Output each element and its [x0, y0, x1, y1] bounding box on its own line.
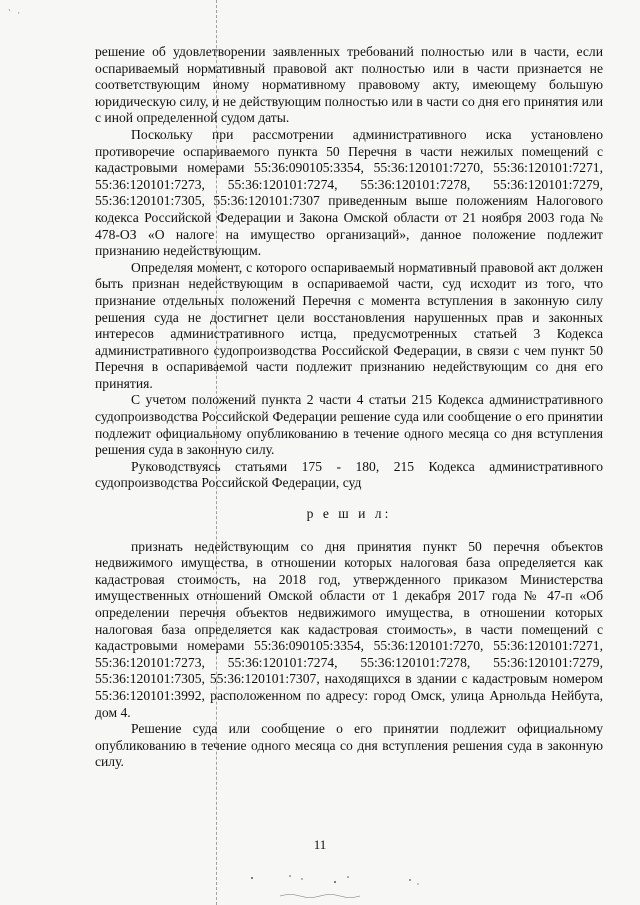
paragraph: Определяя момент, с которого оспариваемый нормативный правовой акт должен быть признан недействующим в оспариваемой части, суд исходит из того, что признание отдельных положений Перечня с момента вступления в законную силу решения суда не достигнет цели восстановления нарушенных прав и законных интересов административного истца, предусмотренных статьей 3 Кодекса административного судопроизводства Российской Федерации, в связи с чем пункт 50 Перечня в оспариваемой части подлежит признанию недействующим со дня его принятия.	[95, 259, 603, 391]
paragraph: С учетом положений пункта 2 части 4 статьи 215 Кодекса административного судопроизводства Российской Федерации решение суда или сообщение о его принятии подлежит официальному опубликованию в течение одного месяца со дня вступления решения суда в законную силу.	[95, 392, 603, 458]
scan-specks	[240, 870, 440, 900]
paragraph: Руководствуясь статьями 175 - 180, 215 Кодекса административного судопроизводства Российской Федерации, суд	[95, 458, 603, 491]
page-number: 11	[313, 837, 327, 852]
resolution-paragraph: Решение суда или сообщение о его принятии подлежит официальному опубликованию в течение одного месяца со дня вступления решения суда в законную силу.	[95, 721, 603, 770]
paragraph: Поскольку при рассмотрении административного иска установлено противоречие оспариваемого пункта 50 Перечня в части нежилых помещений с кадастровыми номерами 55:36:090105:3354, 55:36:120101:7270, 55:36:120101:7271, 55:36:120101:7273, 55:36:120101:7274, 55:36:120101:7278, 55:36:120101:7279, 55:36:120101:7305, 55:36:120101:7307 приведенным выше положениям Налогового кодекса Российской Федерации и Закона Омской области от 21 ноября 2003 года № 478-ОЗ «О налоге на имущество организаций», данное положение подлежит признанию недействующим.	[95, 126, 603, 259]
paragraph: решение об удовлетворении заявленных требований полностью или в части, если оспариваемый нормативный правовой акт полностью или в части признается не соответствующим иному нормативному правовому акту, имеющему большую юридическую силу, и не действующим полностью или в части со дня его принятия или с иной определенной судом даты.	[95, 44, 603, 126]
decision-heading: р е ш и л:	[306, 506, 392, 522]
scan-mark: ` ·	[8, 8, 23, 18]
document-body	[95, 44, 603, 771]
resolution-paragraph: признать недействующим со дня принятия пункт 50 перечня объектов недвижимого имущества, в отношении которых налоговая база определяется как кадастровая стоимость, на 2018 год, утвержденного приказом Министерства имущественных отношений Омской области от 1 декабря 2017 года № 47-п «Об определении перечня объектов недвижимого имущества, в отношении которых налоговая база определяется как кадастровая стоимость», в части помещений с кадастровыми номерами 55:36:090105:3354, 55:36:120101:7270, 55:36:120101:7271, 55:36:120101:7273, 55:36:120101:7274, 55:36:120101:7278, 55:36:120101:7279, 55:36:120101:7305, 55:36:120101:7307, находящихся в здании с кадастровым номером 55:36:120101:3992, расположенном по адресу: город Омск, улица Арнольда Нейбута, дом 4.	[95, 538, 603, 720]
